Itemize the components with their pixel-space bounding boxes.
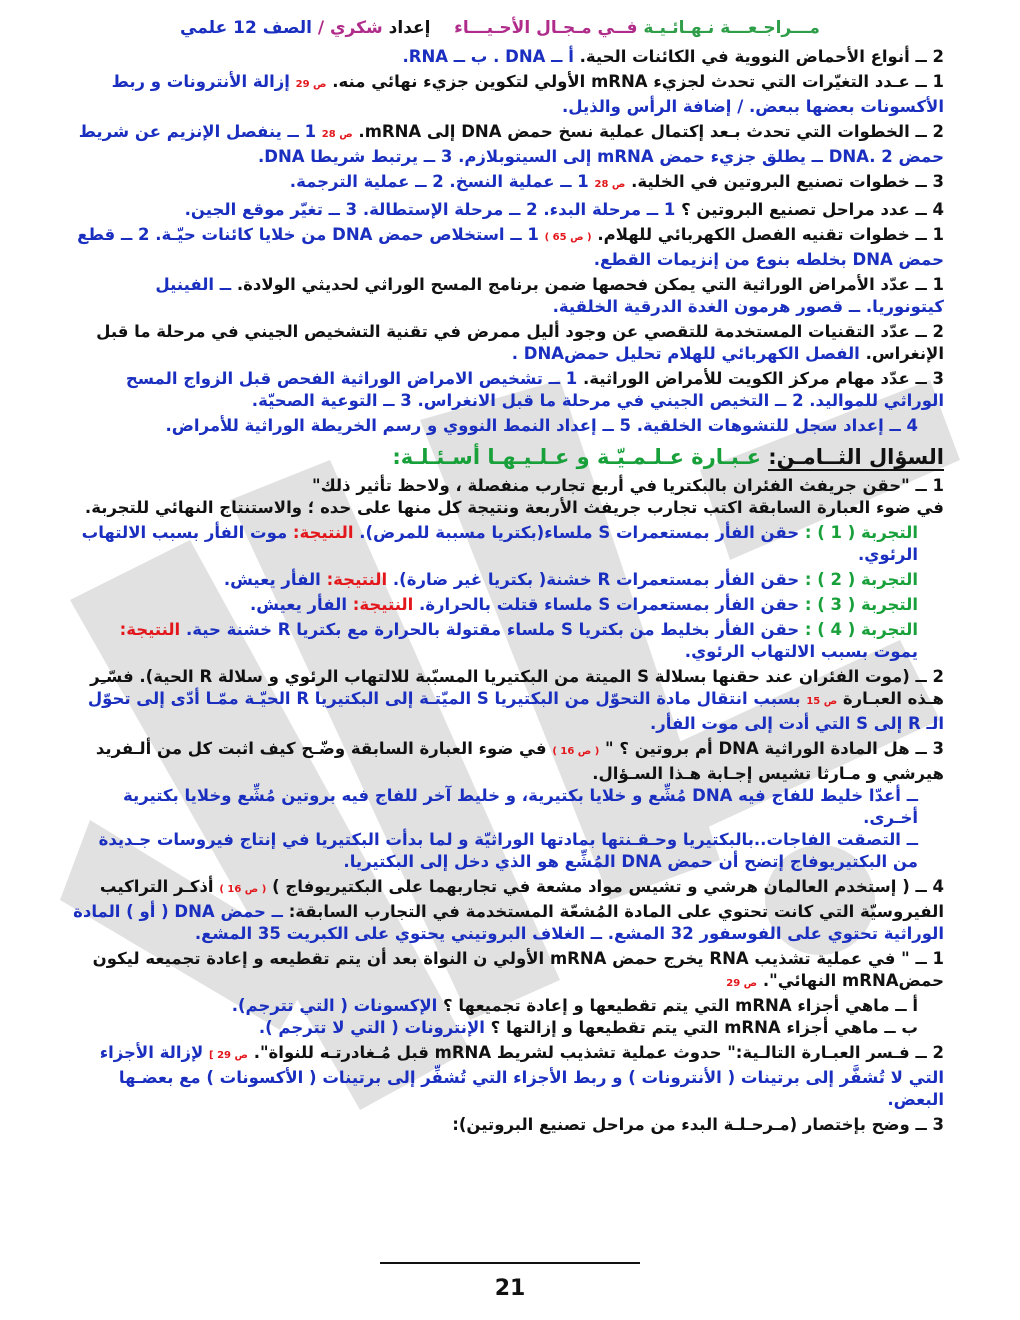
experiment-item: التجربة ( 4 ) : حقن الفأر بخليط من بكتريا S ملساء مقتولة بالحرارة مع بكتريا R خشنة حية. النتيجة: يموت بسبب الالتهاب الرئوي.	[119, 620, 918, 661]
page-ref: ص 29	[726, 978, 758, 989]
list-item: 2 ــ الخطوات التي تحدث بـعد إكتمال عملية نسخ حمض DNA إلى mRNA. ص 28 1 ــ ينفصل الإنزيم عن شريط حمض DNA. 2 ــ يطلق جزيء حمض mRNA إلى السيتوبلازم. 3 ــ يرتبط شريطا DNA.	[78, 122, 944, 166]
page-ref: ( ص 16 )	[219, 884, 267, 895]
header-author: شكري /	[317, 18, 383, 38]
list-item: 1 ــ عدّد الأمراض الوراثية التي يمكن فحصها ضمن برنامج المسح الوراثي لحديثي الولادة. ــ الفينيل كيتونوريا. ــ قصور هرمون الغدة الدرقية الخلقية.	[155, 275, 944, 316]
page-ref: ص 28	[321, 129, 353, 140]
list-item: 3 ــ عدّد مهام مركز الكويت للأمراض الوراثية. 1 ــ تشخيص الامراض الوراثية الفحص قبل الزواج المسح الوراثي للمواليد. 2 ــ التخيص الجيني في مرحلة ما قبل الانغراس. 3 ــ التوعية الصحيّة.	[125, 369, 944, 410]
list-item: 4 ــ إعداد سجل للتشوهات الخلقية. 5 ــ إعداد النمط النووي و رسم الخريطة الوراثية للأمراض.	[165, 416, 918, 435]
page-number: 21	[494, 1276, 526, 1301]
experiment-item: التجربة ( 3 ) : حقن الفأر بمستعمرات S ملساء قتلت بالحرارة. النتيجة: الفأر يعيش.	[249, 595, 918, 614]
question-item: 2 ــ فـسر العبـارة التالـية:" حدوث عملية تشذيب لشريط mRNA قبل مُـغادرتـه للنواة". ص 29 ] لإزالة الأجزاء التي لا تُشفَّر إلى برتينات ( الأنترونات ) و ربط الأجزاء التي تُشفِّر إلى برتينات ( الأكسونات ) مع بعضـها البعض.	[99, 1043, 944, 1109]
page-header	[120, 18, 880, 44]
list-item: 2 ــ أنواع الأحماض النووية في الكائنات الحية. أ ــ DNA . ب ــ RNA.	[402, 47, 944, 66]
question-item: 3 ــ وضح بإختصار (مـرحـلـة البدء من مراحل تصنيع البروتين):	[452, 1115, 944, 1134]
question-item: 2 ــ (موت الفئران عند حقنها بسلالة S الميتة من البكتيريا المسبّبة للالتهاب الرئوي و سلالة R الحية). فسّـِر هـذه العبـارة ص 15 بسبب انتقال مادة التحوّل من البكتيريا S الميّتـة إلى البكتيريا R الحيّـة ممّـا أدّى إلى تحوّل الـ R إلى S التي أدت إلى موت الفأر.	[87, 667, 944, 733]
question-item: 1 ــ "حقن جريفث الفئران بالبكتريا في أربع تجارب منفصلة ، ولاحظ تأثير ذلك" في ضوء العبارة السابقة اكتب تجارب جريفث الأربعة ونتيجة كل منها على حده ؛ والاستنتاج النهائي للتجربة.	[84, 476, 944, 517]
page-ref: ص 29	[295, 79, 327, 90]
list-item: 2 ــ عدّد التقنيات المستخدمة للتقصي عن وجود أليل ممرض في تقنية التشخيص الجيني في مرحلة ما قبل الإنغراس. الفصل الكهربائي للهلام تحليل حمضDNA .	[96, 322, 944, 363]
header-in: فــي	[597, 18, 638, 38]
list-item: 1 ــ خطوات تقنيه الفصل الكهربائي للهلام. ( ص 65 ) 1 ــ استخلاص حمض DNA من خلايا كائنات حيّـة. 2 ــ قطع حمض DNA بخلطه بنوع من إنزيمات القطع.	[77, 225, 944, 269]
header-subject: مـجـال الأحـيـــاء	[454, 18, 592, 38]
header-title: مـــراجـعـــة نـهـائـيـة	[643, 18, 820, 38]
page-ref: ص 29 ]	[209, 1050, 248, 1061]
main-content	[72, 46, 944, 1139]
page-ref: ( ص 16 )	[552, 746, 600, 757]
list-item: 4 ــ عدد مراحل تصنيع البروتين ؟ 1 ــ مرحلة البدء. 2 ــ مرحلة الإستطالة. 3 ــ تغيّر موقع الجين.	[184, 200, 944, 219]
experiment-item: التجربة ( 2 ) : حقن الفأر بمستعمرات R خشنة( بكتريا غير ضارة). النتيجة: الفأر يعيش.	[223, 570, 918, 589]
section-subtitle: عـبـارة عـلـمـيّـة و عـلـيـهـا أسـئـلـة:	[392, 445, 761, 469]
section-heading	[72, 443, 944, 471]
question-item: 1 ــ " في عملية تشذيب RNA يخرج حمض mRNA الأولي ن النواة بعد أن يتم تقطيعه و إعادة تجميعه ليكون حمضmRNA النهائي". ص 29 أ ــ ماهي أجزاء mRNA التي يتم تقطيعها و إعادة تجميعها ؟ الإكسونات ( التي تترجم). ب ــ ماهي أجزاء mRNA التي يتم تقطيعها و إزالتها ؟ الإنترونات ( التي لا تترجم ).	[92, 949, 944, 1037]
question-item: 4 ــ ( إستخدم العالمان هرشي و تشيس مواد مشعة في تجاربهما على البكتيريوفاج ) ( ص 16 ) أذكـر التراكيب الفيروسيّة التي كانت تحتوي على المادة المُشعّة المستخدمة في التجارب السابقة: ــ حمض DNA ( أو ) المادة الوراثية تحتوي على الفوسفور 32 المشع. ــ الغلاف البروتيني يحتوي على الكبريت 35 المشع.	[73, 877, 944, 943]
page-ref: ( ص 65 )	[544, 232, 592, 243]
footer-divider	[380, 1262, 640, 1264]
list-item: 1 ــ عـدد التغيّرات التي تحدث لجزيء mRNA الأولي لتكوين جزيء نهائي منه. ص 29 إزالة الأنترونات و ربط الأكسونات بعضها ببعض. / إضافة الرأس والذيل.	[111, 72, 944, 116]
question-item: 3 ــ هل المادة الوراثية DNA أم بروتين ؟ " ( ص 16 ) في ضوء العبارة السابقة وضّـح كيف اثبت كل من ألـفريد هيرشي و مـارثا تشيس إجـابة هـذا السـؤال. ــ أعدّا خليط للفاج فيه DNA مُشِّع و خلايا بكتيرية، و خليط آخر للفاج فيه بروتين مُشِّع وخلايا بكتيرية أخـرى. ــ التصقت الفاجات..بالبكتيريا وحـقـنتها بمادتها الوراثيّة و لما بدأت البكتيريا في إنتاج فيروسات جـديدة من البكتيريوفاج إتضح أن حمض DNA المُشِّع هو الذي دخل إلى البكتيريا.	[95, 739, 944, 871]
header-prep: إعداد	[388, 18, 431, 38]
header-grade: الصف 12 علمي	[180, 18, 312, 38]
section-number: السؤال الثــامـن:	[768, 445, 944, 469]
page-ref: ص 28	[594, 179, 626, 190]
list-item: 3 ــ خطوات تصنيع البروتين في الخلية. ص 28 1 ــ عملية النسخ. 2 ــ عملية الترجمة.	[289, 172, 944, 191]
experiment-item: التجربة ( 1 ) : حقن الفأر بمستعمرات S ملساء(بكتريا مسببة للمرض). النتيجة: موت الفأر بسبب الالتهاب الرئوي.	[81, 523, 918, 564]
page-ref: ص 15	[806, 696, 838, 707]
